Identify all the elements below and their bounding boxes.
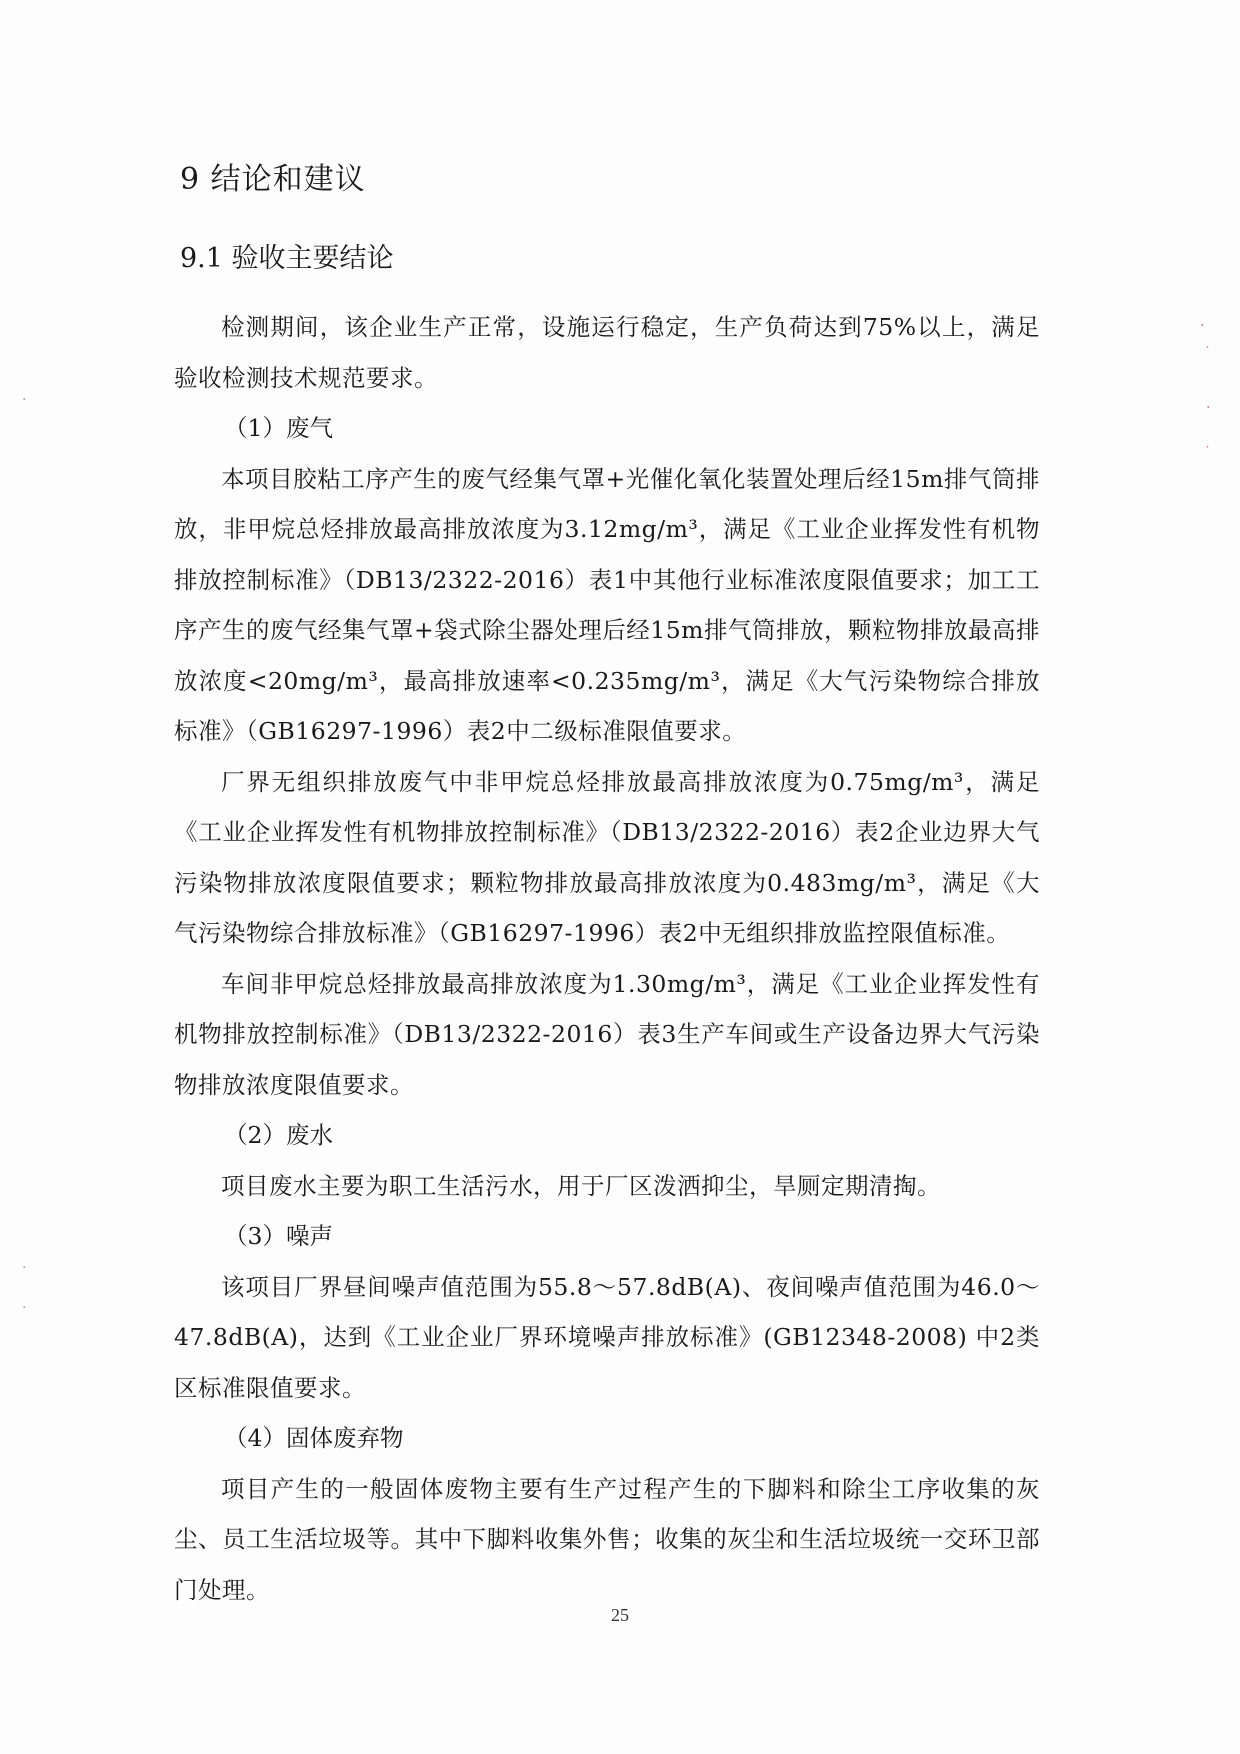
chapter-title: 9 结论和建议 (180, 162, 366, 197)
intro-paragraph: 检测期间，该企业生产正常，设施运行稳定，生产负荷达到75%以上，满足验收检测技术规范要求。 (174, 313, 1040, 392)
scan-artifact: · (22, 1300, 27, 1316)
scan-artifact: · (1206, 400, 1211, 416)
scan-artifact: · (1200, 318, 1205, 334)
waste-water-heading: （2）废水 (224, 1121, 333, 1149)
noise-paragraph: 该项目厂界昼间噪声值范围为55.8～57.8dB(A)、夜间噪声值范围为46.0～47.8dB(A)，达到《工业企业厂界环境噪声排放标准》(GB12348-2008) 中2类区标准限值要求。 (174, 1272, 1040, 1402)
waste-gas-paragraph-1: 本项目胶粘工序产生的废气经集气罩+光催化氧化装置处理后经15m排气筒排放，非甲烷总烃排放最高排放浓度为3.12mg/m³，满足《工业企业挥发性有机物排放控制标准》（DB13/2322-2016）表1中其他行业标准浓度限值要求；加工工序产生的废气经集气罩+袋式除尘器处理后经15m排气筒排放，颗粒物排放最高排放浓度<20mg/m³，最高排放速率<0.235mg/m³，满足《大气污染物综合排放标准》（GB16297-1996）表2中二级标准限值要求。 (174, 464, 1040, 745)
waste-gas-paragraph-2: 厂界无组织排放废气中非甲烷总烃排放最高排放浓度为0.75mg/m³，满足《工业企业挥发性有机物排放控制标准》（DB13/2322-2016）表2企业边界大气污染物排放浓度限值要求；颗粒物排放最高排放浓度为0.483mg/m³，满足《大气污染物综合排放标准》（GB16297-1996）表2中无组织排放监控限值标准。 (174, 767, 1040, 947)
section-title: 9.1 验收主要结论 (180, 243, 394, 274)
scan-artifact: · (22, 1260, 27, 1276)
waste-gas-heading: （1）废气 (224, 414, 333, 442)
solid-waste-paragraph: 项目产生的一般固体废物主要有生产过程产生的下脚料和除尘工序收集的灰尘、员工生活垃圾等。其中下脚料收集外售；收集的灰尘和生活垃圾统一交环卫部门处理。 (174, 1474, 1040, 1604)
scan-artifact: ˙ (1204, 345, 1211, 361)
noise-heading: （3）噪声 (224, 1222, 333, 1250)
waste-gas-paragraph-3: 车间非甲烷总烃排放最高排放浓度为1.30mg/m³，满足《工业企业挥发性有机物排放控制标准》（DB13/2322-2016）表3生产车间或生产设备边界大气污染物排放浓度限值要求。 (174, 969, 1040, 1099)
scan-artifact: ˙ (1204, 445, 1211, 461)
page-number: 25 (611, 1605, 629, 1625)
scan-artifact: · (22, 392, 27, 408)
solid-waste-heading: （4）固体废弃物 (224, 1424, 404, 1452)
document-body (174, 150, 1040, 1615)
waste-water-paragraph: 项目废水主要为职工生活污水，用于厂区泼洒抑尘，旱厕定期清掏。 (221, 1171, 941, 1200)
